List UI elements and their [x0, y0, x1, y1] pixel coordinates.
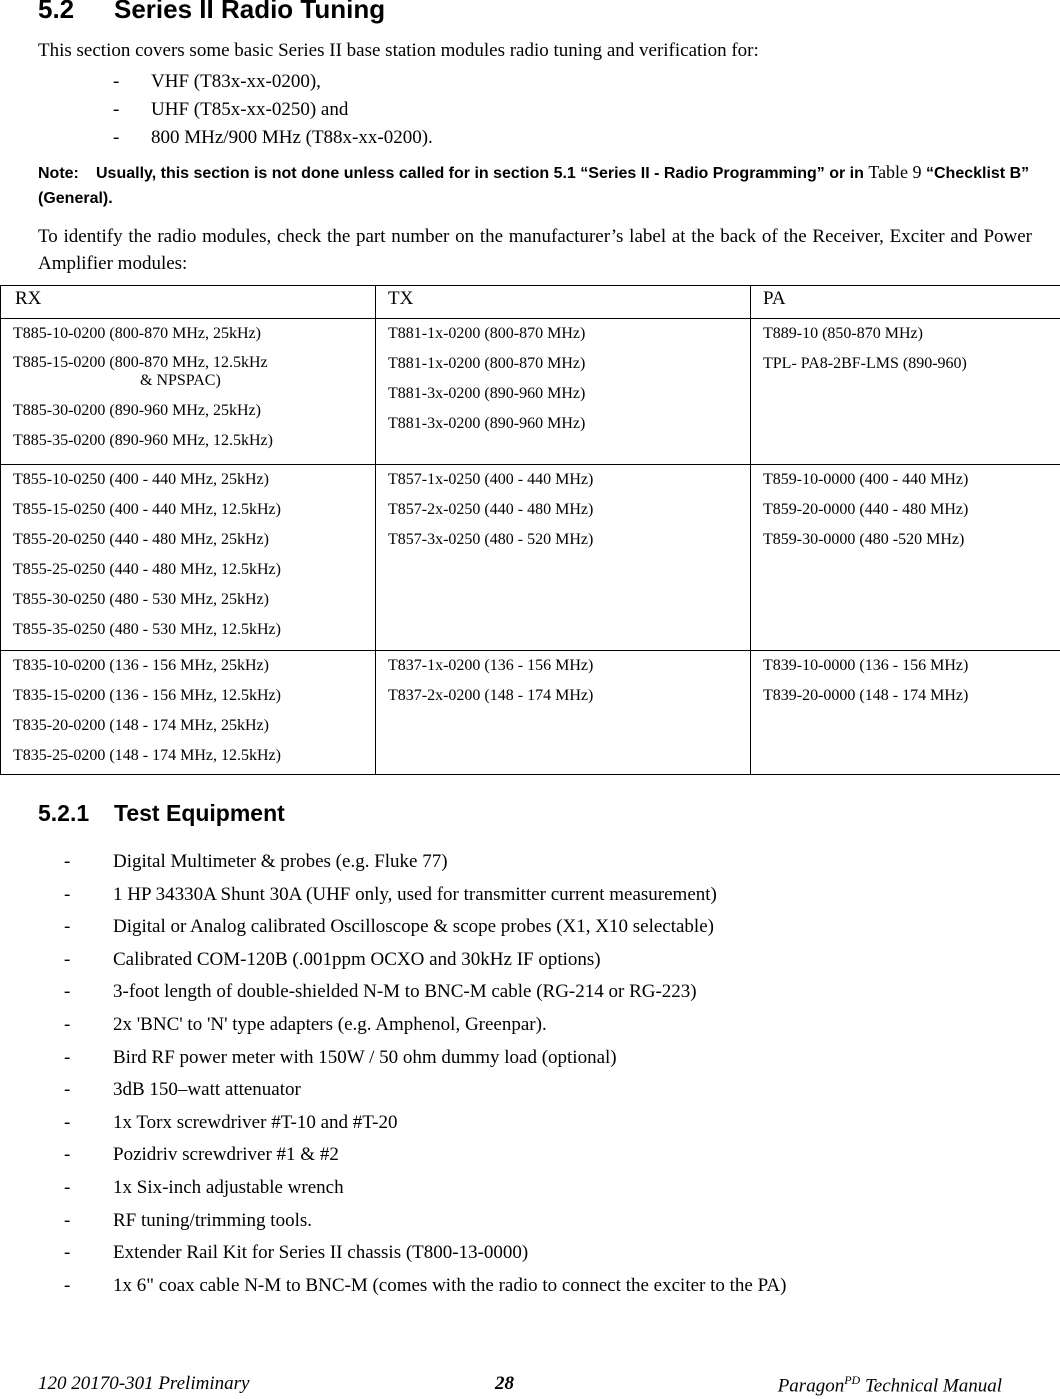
footer-doc-number: 120 20170-301 Preliminary — [38, 1373, 250, 1394]
part-number: T889-10 (850-870 MHz) — [763, 325, 923, 342]
part-number: T855-10-0250 (400 - 440 MHz, 25kHz) — [13, 471, 269, 488]
pa-cell — [751, 319, 1060, 465]
part-number: T855-35-0250 (480 - 530 MHz, 12.5kHz) — [13, 621, 281, 638]
part-number: T839-20-0000 (148 - 174 MHz) — [763, 687, 969, 704]
part-number: T835-25-0200 (148 - 174 MHz, 12.5kHz) — [13, 747, 281, 764]
list-item: - 3dB 150–watt attenuator — [64, 1079, 301, 1101]
part-number: T855-30-0250 (480 - 530 MHz, 25kHz) — [13, 591, 269, 608]
subsection-title: Test Equipment — [114, 800, 285, 826]
pa-cell — [751, 651, 1060, 775]
list-item: - 1 HP 34330A Shunt 30A (UHF only, used for transmitter current measurement) — [64, 883, 717, 905]
subsection-number: 5.2.1 — [38, 800, 90, 826]
section-number: 5.2 — [38, 0, 75, 24]
list-item: - Bird RF power meter with 150W / 50 ohm dummy load (optional) — [64, 1046, 617, 1068]
table-row — [1, 465, 1060, 651]
rx-cell — [1, 651, 376, 775]
tx-cell — [376, 651, 751, 775]
part-number: T881-3x-0200 (890-960 MHz) — [388, 415, 586, 432]
part-number: T835-20-0200 (148 - 174 MHz, 25kHz) — [13, 717, 269, 734]
rx-cell — [1, 319, 376, 465]
tx-cell — [376, 319, 751, 465]
list-item: - Pozidriv screwdriver #1 & #2 — [64, 1144, 339, 1166]
table-row — [1, 651, 1060, 775]
part-number: T855-20-0250 (440 - 480 MHz, 25kHz) — [13, 531, 269, 548]
list-item: - VHF (T83x-xx-0200), — [113, 71, 321, 92]
parts-table — [0, 285, 1060, 775]
list-item: - 3-foot length of double-shielded N-M to BNC-M cable (RG-214 or RG-223) — [64, 981, 697, 1003]
part-number: T885-35-0200 (890-960 MHz, 12.5kHz) — [13, 432, 273, 449]
part-number: T859-30-0000 (480 -520 MHz) — [763, 531, 965, 548]
list-item: - Digital or Analog calibrated Oscilloscope & scope probes (X1, X10 selectable) — [64, 916, 714, 938]
part-number: T857-3x-0250 (480 - 520 MHz) — [388, 531, 594, 548]
page-number: 28 — [495, 1373, 514, 1394]
list-item: - 1x Six-inch adjustable wrench — [64, 1176, 344, 1198]
pa-cell — [751, 465, 1060, 651]
table-header-row — [1, 286, 1060, 319]
part-number: T881-3x-0200 (890-960 MHz) — [388, 385, 586, 402]
tx-cell — [376, 465, 751, 651]
table-row — [1, 319, 1060, 465]
part-number: T859-20-0000 (440 - 480 MHz) — [763, 501, 969, 518]
note-label: Note: — [38, 165, 79, 182]
part-number: T885-15-0200 (800-870 MHz, 12.5kHz & NPSPAC) — [13, 354, 268, 389]
list-item: - 1x Torx screwdriver #T-10 and #T-20 — [64, 1111, 398, 1133]
intro-text: This section covers some basic Series II base station modules radio tuning and verification for: — [38, 40, 759, 61]
list-item: - 800 MHz/900 MHz (T88x-xx-0200). — [113, 127, 433, 148]
table-reference-link[interactable]: Table 9 — [868, 162, 922, 182]
list-item: - Digital Multimeter & probes (e.g. Fluke 77) — [64, 851, 448, 872]
note-text: Usually, this section is not done unless called for in section 5.1 “Series II - Radio Programming” or in — [96, 165, 869, 182]
equipment-list — [64, 846, 786, 1302]
subsection-heading — [38, 800, 285, 827]
part-number: T857-2x-0250 (440 - 480 MHz) — [388, 501, 594, 518]
list-item: - UHF (T85x-xx-0250) and — [113, 99, 349, 120]
part-number: T835-10-0200 (136 - 156 MHz, 25kHz) — [13, 657, 269, 674]
part-number: T835-15-0200 (136 - 156 MHz, 12.5kHz) — [13, 687, 281, 704]
part-number: T881-1x-0200 (800-870 MHz) — [388, 325, 586, 342]
note — [38, 160, 1038, 211]
identify-paragraph: To identify the radio modules, check the part number on the manufacturer’s label at the back of the Receiver, Exciter and Power Amplifier modules: — [38, 226, 1032, 274]
note-text-tail: “Checklist B” (General). — [38, 165, 1030, 207]
model-list — [113, 68, 433, 152]
list-item: - 2x 'BNC' to 'N' type adapters (e.g. Amphenol, Greenpar). — [64, 1013, 547, 1035]
list-item: - RF tuning/trimming tools. — [64, 1209, 312, 1231]
section-heading — [38, 0, 385, 25]
rx-cell — [1, 465, 376, 651]
part-number: T837-2x-0200 (148 - 174 MHz) — [388, 687, 594, 704]
part-number: T881-1x-0200 (800-870 MHz) — [388, 355, 586, 372]
part-number: T837-1x-0200 (136 - 156 MHz) — [388, 657, 594, 674]
part-number: T855-15-0250 (400 - 440 MHz, 12.5kHz) — [13, 501, 281, 518]
section-title: Series II Radio Tuning — [114, 0, 386, 24]
part-number: T859-10-0000 (400 - 440 MHz) — [763, 471, 969, 488]
part-number: T855-25-0250 (440 - 480 MHz, 12.5kHz) — [13, 561, 281, 578]
page-footer — [0, 1373, 1060, 1399]
part-number: T839-10-0000 (136 - 156 MHz) — [763, 657, 969, 674]
part-number: T885-10-0200 (800-870 MHz, 25kHz) — [13, 325, 261, 342]
part-number: T885-30-0200 (890-960 MHz, 25kHz) — [13, 402, 261, 419]
footer-manual-title: Paragon$^{PD}$ Technical Manual — [777, 1373, 1002, 1397]
list-item: - Calibrated COM-120B (.001ppm OCXO and 30kHz IF options) — [64, 948, 601, 970]
part-number: TPL- PA8-2BF-LMS (890-960) — [763, 355, 967, 372]
header-rx: RX — [1, 286, 376, 319]
header-pa: PA — [751, 286, 1060, 319]
list-item: - Extender Rail Kit for Series II chassis (T800-13-0000) — [64, 1242, 529, 1264]
header-tx: TX — [376, 286, 751, 319]
list-item: - 1x 6" coax cable N-M to BNC-M (comes with the radio to connect the exciter to the PA) — [64, 1274, 787, 1296]
part-number: T857-1x-0250 (400 - 440 MHz) — [388, 471, 594, 488]
